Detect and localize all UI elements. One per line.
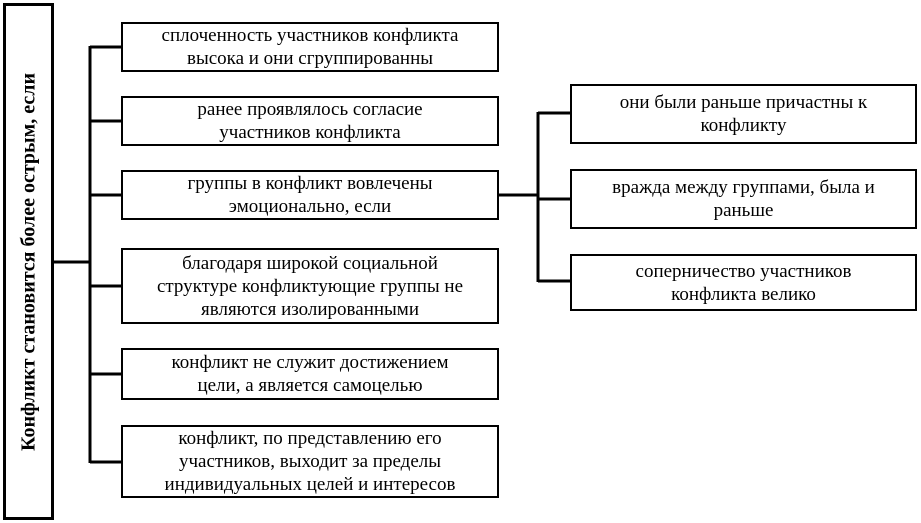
- root-label: Конфликт становится более острым, если: [17, 72, 39, 451]
- subcondition-prior-involvement: [570, 84, 917, 144]
- condition-label: конфликт не служит достижением цели, а является самоцелью: [171, 352, 449, 396]
- condition-label: сплоченность участников конфликта высока и они сгруппированны: [161, 25, 459, 69]
- condition-cohesion: [121, 22, 499, 72]
- condition-beyond-goals: [121, 425, 499, 498]
- condition-label: ранее проявлялось согласие участников конфликта: [197, 99, 423, 143]
- condition-label: конфликт, по представлению его участников, выходит за пределы индивидуальных целей и интересов: [164, 428, 456, 495]
- condition-social-structure: [121, 248, 499, 324]
- condition-prior-agreement: [121, 96, 499, 146]
- condition-self-purpose: [121, 348, 499, 400]
- subcondition-label: они были раньше причастны к конфликту: [619, 92, 868, 136]
- condition-label: группы в конфликт вовлечены эмоционально, если: [187, 173, 433, 217]
- subcondition-prior-hostility: [570, 169, 917, 229]
- condition-emotional: [121, 170, 499, 220]
- subcondition-rivalry: [570, 254, 917, 311]
- condition-label: благодаря широкой социальной структуре конфликтующие группы не являются изолированными: [156, 252, 464, 320]
- subcondition-label: соперничество участников конфликта велико: [635, 260, 852, 305]
- subcondition-label: вражда между группами, была и раньше: [612, 177, 875, 221]
- root-node: [3, 3, 54, 520]
